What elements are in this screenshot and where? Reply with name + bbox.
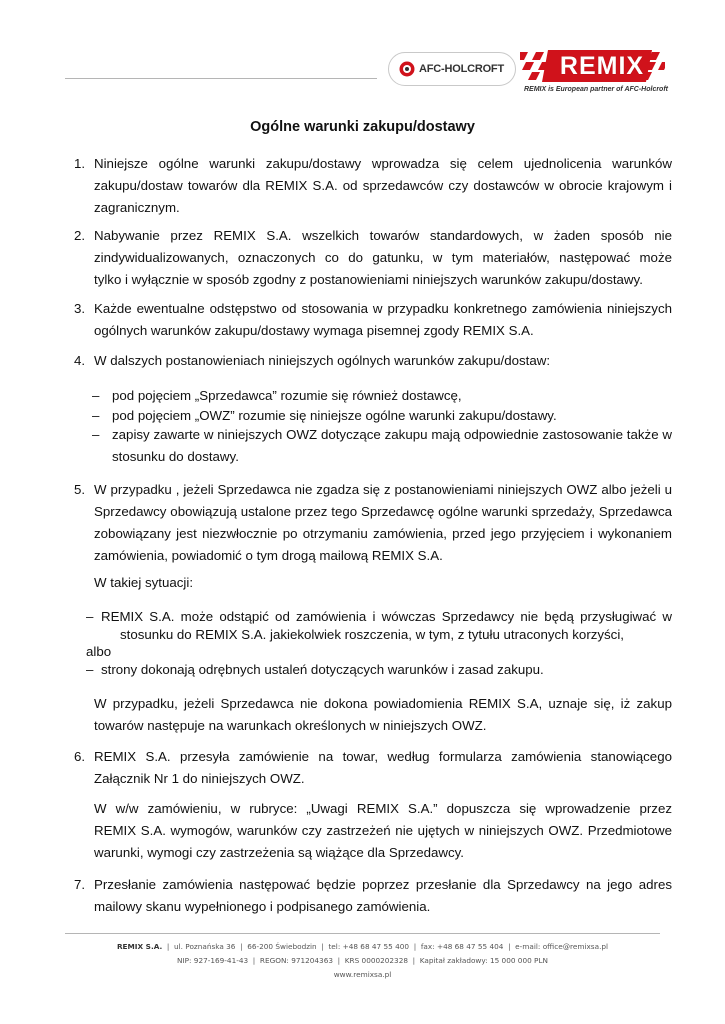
item-4-bullet-1: pod pojęciem „Sprzedawca” rozumie się również dostawcę, [112,388,462,403]
remix-logo-text: REMIX [559,52,645,80]
header-rule [65,78,377,79]
item-1-text [94,153,672,219]
footer-krs: KRS 0000202328 [344,956,408,965]
item-5-paragraph-2-line: towarów następuje na warunkach określonych w niniejszych OWZ. [94,718,487,733]
item-1-number: 1. [74,156,86,171]
footer-separator: | [337,956,341,965]
item-5-line: W przypadku , jeżeli Sprzedawca nie zgadza się z postanowieniami niniejszych OWZ albo jeżeli u [94,482,672,497]
item-6-number: 6. [74,749,86,764]
footer-separator: | [508,942,511,951]
item-4-text [94,350,672,372]
footer-separator: | [321,942,324,951]
item-3-line: ogólnych warunków zakupu/dostawy wymaga pisemnej zgody REMIX S.A. [94,323,534,338]
bullet-dash: – [86,609,94,624]
footer-regon: REGON: 971204363 [259,956,333,965]
item-7-number: 7. [74,877,86,892]
item-3-number: 3. [74,301,86,316]
item-5-paragraph-2-line: W przypadku, jeżeli Sprzedawca nie dokona powiadomienia REMIX S.A, uznaje się, iż zakup [94,696,672,711]
footer-separator: | [412,956,416,965]
footer-separator: | [413,942,417,951]
item-2-text [94,225,672,291]
bullet-dash: – [92,408,100,423]
footer-capital: Kapitał zakładowy: 15 000 000 PLN [419,956,548,965]
footer-address: ul. Poznańska 36 [174,942,236,951]
footer-city: 66-200 Świebodzin [247,942,317,951]
footer-separator: | [166,942,170,951]
item-5-number: 5. [74,482,86,497]
item-4-bullet-3 [112,424,672,468]
item-1-line: Niniejsze ogólne warunki zakupu/dostawy wprowadza się celem ujednolicenia warunków [94,156,672,171]
item-1-line: zagranicznym. [94,200,180,215]
bullet-dash: – [92,388,100,403]
afc-holcroft-logo [388,52,516,86]
bullet-dash: – [92,427,100,442]
item-5-line: zobowiązany jest niezwłocznie po otrzymaniu zamówienia, przed jego przyjęciem i wykonaniem [94,526,672,541]
item-4-line: W dalszych postanowieniach niniejszych ogólnych warunków zakupu/dostaw: [94,353,551,368]
page-title: Ogólne warunki zakupu/dostawy [250,119,475,135]
item-2-line: tylko i wyłącznie w sposób zgodny z postanowieniami niniejszych warunków zakupu/dostawy. [94,272,643,287]
item-6-line: REMIX S.A. przesyła zamówienie na towar, według formularza zamówienia stanowiącego [94,749,672,764]
item-4-bullet-2: pod pojęciem „OWZ” rozumie się niniejsze ogólne warunki zakupu/dostawy. [112,408,557,423]
item-7-text [94,874,672,918]
footer-website[interactable]: www.remixsa.pl [333,970,392,979]
item-2-number: 2. [74,228,86,243]
afc-logo-text: AFC-HOLCROFT [419,63,504,75]
footer-separator: | [252,956,256,965]
afc-mark-icon [399,61,415,77]
item-3-text [94,298,672,342]
remix-logo [520,48,668,96]
footer-tel: tel: +48 68 47 55 400 [328,942,410,951]
item-5-option-1-cont: stosunku do REMIX S.A. jakiekolwiek roszczenia, w tym, z tytułu utraconych korzyści, [120,627,624,642]
footer-fax: fax: +48 68 47 55 404 [420,942,504,951]
footer-company: REMIX S.A. [116,942,163,951]
item-6-text [94,746,672,790]
item-2-line: zindywidualizowanych, oznaczonych co do gatunku, w tym materiałów, następować może [94,250,672,265]
footer-registry-line [0,956,725,965]
footer-rule [65,933,660,934]
footer-nip: NIP: 927-169-41-43 [177,956,249,965]
footer-email[interactable]: e-mail: office@remixsa.pl [515,942,609,951]
item-7-line: Przesłanie zamówienia następować będzie poprzez przesłanie dla Sprzedawcy na jego adres [94,877,672,892]
item-5-option-1-line: REMIX S.A. może odstąpić od zamówienia i wówczas Sprzedawcy nie będą przysługiwać w [101,609,672,624]
bullet-dash: – [86,662,94,677]
item-5-albo: albo [86,644,112,659]
item-6-paragraph-2-line: W w/w zamówieniu, w rubryce: „Uwagi REMIX S.A.” dopuszcza się wprowadzenie przez [94,801,672,816]
item-7-line: mailowy skanu wypełnionego i podpisanego zamówienia. [94,899,431,914]
item-6-paragraph-2-line: warunki, wymogi czy zastrzeżenia są wiążące dla Sprzedawcy. [94,845,464,860]
item-5-line: Sprzedawcy obowiązują ustalone przez tego Sprzedawcę ogólne warunki sprzedaży, Sprzedawca [94,504,672,519]
item-5-situation: W takiej sytuacji: [94,575,194,590]
item-4-bullet-3-line: zapisy zawarte w niniejszych OWZ dotyczące zakupu mają odpowiednie zastosowanie także w [112,427,672,442]
item-4-bullet-3-line: stosunku do dostawy. [112,449,239,464]
item-1-line: zakupu/dostaw towarów dla REMIX S.A. od sprzedawców czy dostawców w obrocie krajowym i [94,178,672,193]
item-4-number: 4. [74,353,86,368]
footer-contact-line [0,942,725,951]
item-2-line: Nabywanie przez REMIX S.A. wszelkich towarów standardowych, w żaden sposób nie [94,228,672,243]
item-5-paragraph-2 [94,693,672,737]
remix-tagline: REMIX is European partner of AFC-Holcroft [523,86,668,93]
item-3-line: Każde ewentualne odstępstwo od stosowania w przypadku konkretnego zamówienia niniejszych [94,301,672,316]
item-6-paragraph-2 [94,798,672,864]
item-5-option-2: strony dokonają odrębnych ustaleń dotyczących warunków i zasad zakupu. [101,662,544,677]
item-6-line: Załącznik Nr 1 do niniejszych OWZ. [94,771,305,786]
item-6-paragraph-2-line: REMIX S.A. wymogów, warunków czy zastrzeżeń nie ujętych w niniejszych OWZ. Przedmiotowe [94,823,672,838]
footer-separator: | [240,942,243,951]
item-5-line: zamówienia, powiadomić o tym drogą mailową REMIX S.A. [94,548,443,563]
item-5-text [94,479,672,567]
